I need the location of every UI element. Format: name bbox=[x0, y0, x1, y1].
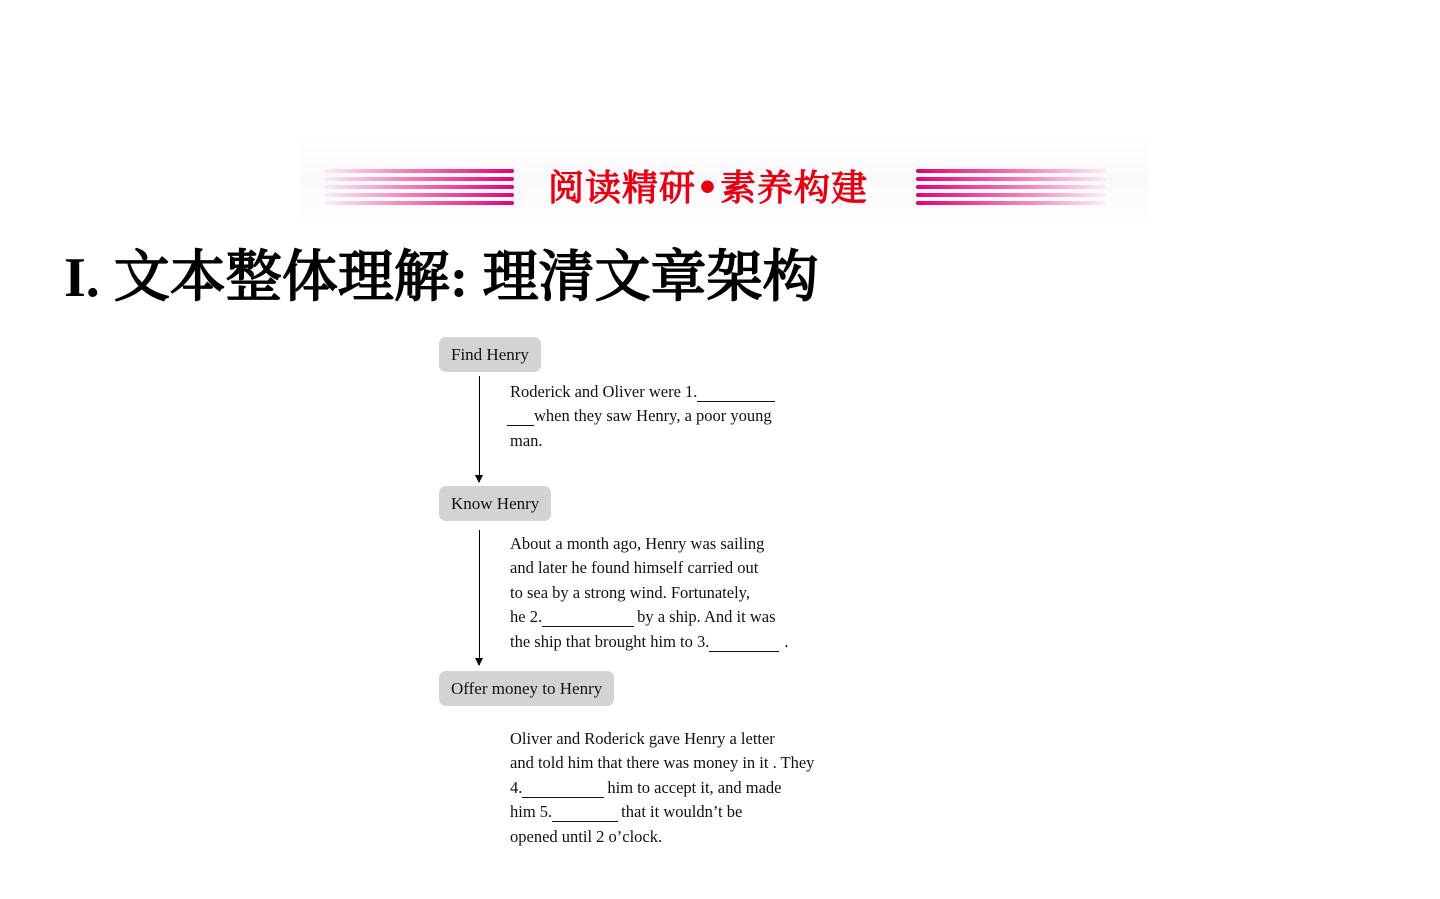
banner-stripes-left bbox=[324, 169, 514, 205]
para3-line3: 4. him to accept it, and made bbox=[510, 777, 782, 797]
blank-2 bbox=[542, 612, 634, 627]
para3-line5: opened until 2 o’clock. bbox=[510, 826, 663, 846]
para1-line3: man. bbox=[510, 430, 543, 450]
flow-arrow-2 bbox=[479, 530, 480, 665]
para3-line2: and told him that there was money in it . They bbox=[510, 753, 815, 773]
paragraph-find-henry bbox=[510, 380, 850, 453]
banner-title: 阅读精研•素养构建 bbox=[547, 168, 868, 209]
section-banner bbox=[300, 138, 1148, 224]
flow-node-know-henry: Know Henry bbox=[439, 486, 551, 521]
flow-node-find-henry: Find Henry bbox=[439, 337, 541, 372]
blank-5 bbox=[552, 807, 618, 822]
para1-line2: when they saw Henry, a poor young bbox=[510, 404, 850, 428]
blank-4 bbox=[522, 783, 604, 798]
blank-3 bbox=[709, 637, 779, 652]
paragraph-offer-money bbox=[510, 727, 850, 849]
flow-arrow-1 bbox=[479, 376, 480, 482]
blank-1a bbox=[697, 387, 775, 402]
para2-line2: and later he found himself carried out bbox=[510, 558, 759, 578]
section-title: I. 文本整体理解: 理清文章架构 bbox=[64, 247, 819, 309]
para1-line1: Roderick and Oliver were 1. bbox=[510, 380, 850, 404]
para2-line1: About a month ago, Henry was sailing bbox=[510, 534, 765, 553]
para3-line1: Oliver and Roderick gave Henry a letter bbox=[510, 729, 775, 748]
para2-line4: he 2. by a ship. And it was bbox=[510, 607, 776, 627]
paragraph-know-henry bbox=[510, 532, 850, 654]
flow-node-offer-money: Offer money to Henry bbox=[439, 671, 614, 706]
para3-line4: him 5. that it wouldn’t be bbox=[510, 802, 743, 822]
para2-line5: the ship that brought him to 3. . bbox=[510, 631, 789, 651]
para2-line3: to sea by a strong wind. Fortunately, bbox=[510, 582, 750, 602]
blank-1b bbox=[507, 411, 534, 426]
banner-stripes-right bbox=[916, 169, 1106, 205]
